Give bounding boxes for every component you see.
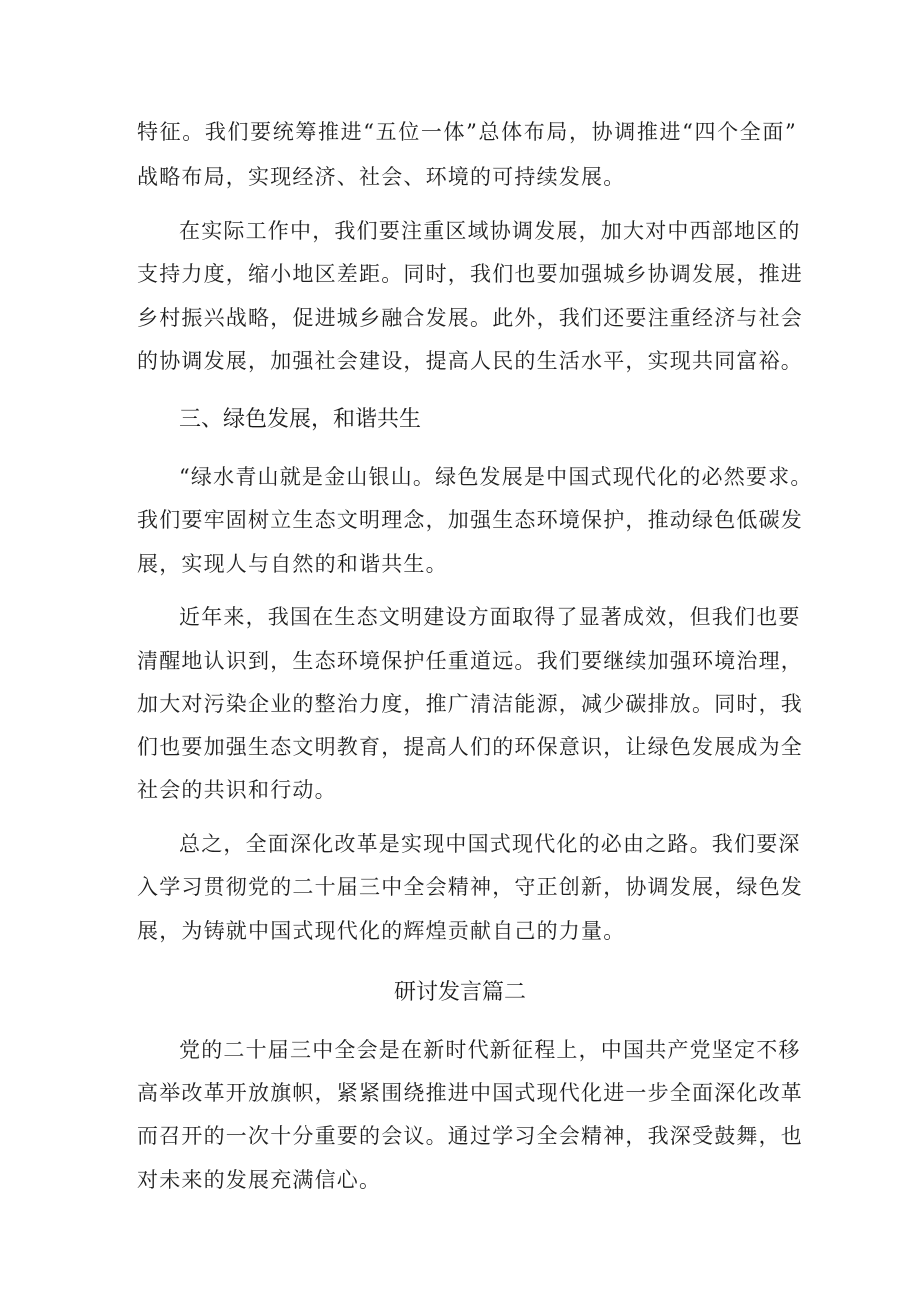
section-heading: 三、绿色发展，和谐共生 [179, 407, 422, 432]
paragraph-line: 在实际工作中，我们要注重区域协调发展，加大对中西部地区的 [179, 219, 801, 243]
document-title: 研讨发言篇二 [393, 980, 526, 1005]
paragraph-line: 近年来，我国在生态文明建设方面取得了显著成效，但我们也要 [179, 605, 801, 629]
paragraph-line: 战略布局，实现经济、社会、环境的可持续发展。 [137, 165, 626, 189]
paragraph-line: 展，实现人与自然的和谐共生。 [137, 552, 448, 576]
paragraph-line: 对未来的发展充满信心。 [137, 1168, 382, 1192]
paragraph-line: 乡村振兴战略，促进城乡融合发展。此外，我们还要注重经济与社会 [137, 306, 803, 330]
paragraph-line: 总之，全面深化改革是实现中国式现代化的必由之路。我们要深 [179, 832, 801, 856]
paragraph-line: 支持力度，缩小地区差距。同时，我们也要加强城乡协调发展，推进 [137, 262, 803, 286]
paragraph-line: 们也要加强生态文明教育，提高人们的环保意识，让绿色发展成为全 [137, 735, 803, 759]
paragraph-line: 而召开的一次十分重要的会议。通过学习全会精神，我深受鼓舞，也 [137, 1124, 803, 1148]
paragraph-line: 我们要牢固树立生态文明理念，加强生态环境保护，推动绿色低碳发 [137, 508, 803, 532]
paragraph-line: “绿水青山就是金山银山。绿色发展是中国式现代化的必然要求。 [179, 465, 813, 489]
paragraph-line: 党的二十届三中全会是在新时代新征程上，中国共产党坚定不移 [179, 1038, 801, 1062]
paragraph-line: 清醒地认识到，生态环境保护任重道远。我们要继续加强环境治理， [137, 649, 803, 673]
paragraph-line: 社会的共识和行动。 [137, 778, 337, 802]
paragraph-line: 的协调发展，加强社会建设，提高人民的生活水平，实现共同富裕。 [137, 349, 803, 373]
paragraph-line: 高举改革开放旗帜，紧紧围绕推进中国式现代化进一步全面深化改革 [137, 1081, 803, 1105]
paragraph-line: 展，为铸就中国式现代化的辉煌贡献自己的力量。 [137, 919, 626, 943]
paragraph-line: 特征。我们要统筹推进“五位一体”总体布局，协调推进“四个全面” [137, 120, 797, 144]
paragraph-line: 加大对污染企业的整治力度，推广清洁能源，减少碳排放。同时，我 [137, 692, 803, 716]
paragraph-line: 入学习贯彻党的二十届三中全会精神，守正创新，协调发展，绿色发 [137, 875, 803, 899]
